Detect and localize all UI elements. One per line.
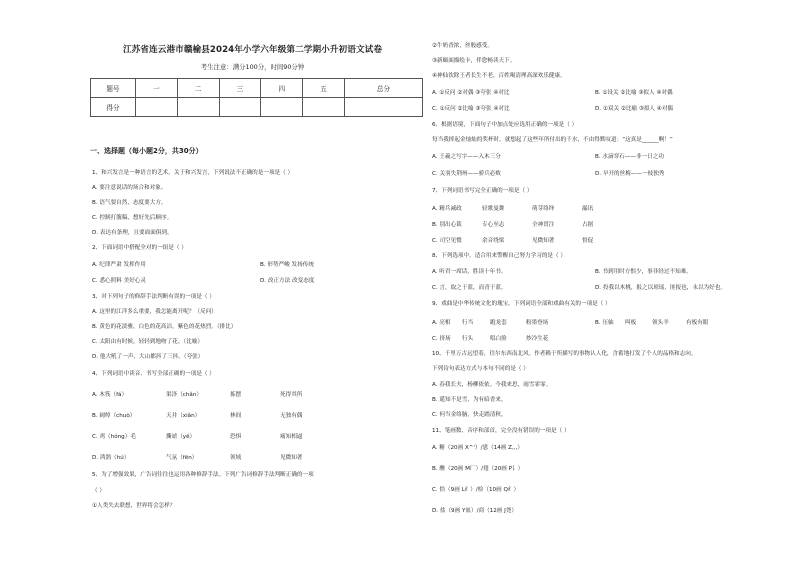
option: C. 关羽失荆州——骄兵必败	[432, 171, 501, 177]
exam-notice: 考生注意：满分100分，时间90分钟	[200, 63, 305, 71]
option: D. 投我以木桃，报之以琼瑶，匪报也，永以为好也。	[595, 285, 726, 291]
option: 炒冷生花	[526, 336, 549, 342]
option: D. 改正方法 改变态度	[260, 278, 315, 284]
option: C. 悉心照料 美好心灵	[92, 278, 146, 284]
option: 粉墨登场	[526, 320, 549, 326]
table-cell: 五	[303, 79, 345, 98]
option: 占据	[582, 222, 594, 228]
option: 轻歌曼舞	[482, 206, 505, 212]
option: 见微知著	[532, 238, 555, 244]
option: 林间	[230, 413, 242, 419]
question-1: 1、和兴发言是一种语言的艺术。关于和兴发言，下列说法不正确的是一项是（ ）	[92, 170, 294, 176]
score-table	[90, 78, 423, 117]
option: 余音绕梁	[482, 238, 505, 244]
option: B. 别出心裁	[432, 222, 462, 228]
option: B. 语气要自然，态度要大方。	[92, 200, 167, 206]
option: 见微知著	[280, 455, 303, 461]
option: A. 木筏（fá）	[92, 392, 128, 398]
option: 专心至志	[482, 222, 505, 228]
option: C. 何当金络脑，快走踏清秋。	[432, 412, 507, 418]
option: A. 听君一席话，胜读十年书。	[432, 269, 507, 275]
option: A. ①反问 ②对偶 ③夸张 ④对比	[432, 90, 510, 96]
option: D. 他大吼了一声，大山都抖了三抖。（夸张）	[92, 354, 204, 360]
question-text: 每当我摔起金灿灿的奖杯时，就想起了这些年所付出的千水，不由得默叹道：“这真是______啊！”	[432, 137, 673, 143]
option: C. 恰（9画 L纟）/检（10画 Q纟）	[432, 487, 520, 493]
question-11: 11、笔画数、音序和部首，完全没有错误的一项是（ ）	[432, 428, 570, 434]
table-cell: 四	[261, 79, 303, 98]
left-column	[80, 0, 425, 562]
option: 跑龙套	[490, 320, 507, 326]
option: 全神贯注	[532, 222, 555, 228]
table-cell[interactable]	[303, 98, 345, 117]
option: B. 黄色的花淡雅，白色的花高洁，紫色的花热烈。（排比）	[92, 324, 237, 330]
option: 天井（xiǎn）	[166, 413, 201, 419]
option: 漏讯	[582, 206, 594, 212]
text-line: ④神仙饮除王者长生不老，百姓喝清理高深欢乐健康。	[432, 73, 566, 79]
option: C. 控制打腹稿，想好先后顺序。	[92, 215, 173, 221]
option: D. ①双关 ②比喻 ③拟人 ④对偶	[595, 106, 674, 112]
table-cell[interactable]	[219, 98, 261, 117]
option: 渠泽（chǎn）	[166, 392, 202, 398]
option: 叫板	[625, 320, 637, 326]
option: B. 形势严峻 发扬传统	[260, 262, 314, 268]
table-row	[91, 79, 423, 98]
option: B. 书到用时方恨少，事非经过不知难。	[595, 269, 692, 275]
question-7: 7、下列词语书写完全正确的一项是（ ）	[432, 188, 533, 194]
option: 有板有眼	[686, 320, 709, 326]
option: A. 王羲之写字——入木三分	[432, 154, 501, 160]
table-cell[interactable]	[177, 98, 219, 117]
question-6: 6、根据语境，下面句子中加点处应选用正确的一项是（ ）	[432, 122, 578, 128]
question-5: 5、为了增强效果，广告词往往也运用各种修辞手法。下列广告词修辞手法判断正确的一项	[92, 472, 314, 478]
question-2: 2、下面词语中搭配全对的一组是（ ）	[92, 245, 187, 251]
option: A. 亮相	[432, 320, 451, 326]
option: A. 春我长夫，杨柳依依。今我来思，雨雪霏霏。	[432, 382, 552, 388]
table-cell[interactable]	[344, 98, 422, 117]
table-cell: 题号	[91, 79, 136, 98]
option: 无独有偶	[280, 413, 303, 419]
option: A. 纪律严肃 发挥作用	[92, 262, 146, 268]
option: B. 阔绰（chuò）	[92, 413, 136, 419]
table-cell: 一	[136, 79, 178, 98]
option: ①人类失去联想，世界将会怎样？	[92, 503, 176, 509]
table-cell: 得分	[91, 98, 136, 117]
option: A. 精兵减政	[432, 206, 462, 212]
option: 死得其所	[280, 392, 303, 398]
question-8: 8、下列选项中，适合用来警醒自己努力学习的是（ ）	[432, 253, 566, 259]
option: B. 水滴穿石——非一日之功	[595, 154, 664, 160]
option: C. 太阳由有时候，轻轻到地吻了花。（比喻）	[92, 339, 203, 345]
option: 唱白脸	[490, 336, 507, 342]
option: C. 鸡（hóng）毛	[92, 434, 136, 440]
option: A. 这里的江洋多么重要，我怎能离开呢？（反问）	[92, 309, 217, 315]
right-column	[430, 0, 770, 562]
option: 行当	[462, 320, 474, 326]
option: B. 醮（20画 M厂）/翅（20画 P讠）	[432, 466, 524, 472]
option: 痛知相逼	[280, 434, 303, 440]
option: B. 遥知不是雪，为有暗香来。	[432, 397, 507, 403]
question-3: 3、对下列句子的修辞手法判断有误的一项是（ ）	[92, 294, 215, 300]
exam-title: 江苏省连云港市赣榆县2024年小学六年级第二学期小升初语文试卷	[122, 45, 383, 55]
option: 撕谑（yě）	[166, 434, 196, 440]
option: C. 言，取之于蓝，而青于蓝。	[432, 285, 507, 291]
answer-blank: （ ）	[92, 488, 105, 494]
option: B. ①设关 ②比喻 ③拟人 ④对偶	[595, 90, 673, 96]
table-cell: 二	[177, 79, 219, 98]
table-row	[91, 98, 423, 117]
option: C. ①反问 ②比喻 ③夸张 ④对比	[432, 106, 510, 112]
option: 督促	[582, 238, 594, 244]
option: 拣摆	[230, 392, 242, 398]
question-text: 下列诗句表达方式与本句不同的是（ ）	[432, 366, 529, 372]
option: 领头羊	[652, 320, 669, 326]
option: D. 早开的丝梅——一枝独秀	[595, 171, 665, 177]
table-cell: 三	[219, 79, 261, 98]
table-cell[interactable]	[261, 98, 303, 117]
question-9: 9、戏曲是中华传统文化的瑰宝。下列词语全部和戏曲有关的一项是（ ）	[432, 301, 611, 307]
option: A. 要注意说话的场合和对象。	[92, 185, 167, 191]
option: C. 挤场	[432, 336, 451, 342]
option: B. 压轴	[595, 320, 614, 326]
option: C. 司空见惯	[432, 238, 462, 244]
option: D. 盐（9画 Y皿）/商（12画 J尧）	[432, 508, 517, 514]
text-line: ②牛奶香浓，丝般感受。	[432, 43, 493, 49]
option: D. 表达有条理，且要面面俱到。	[92, 230, 173, 236]
option: 气氛（fēn）	[166, 455, 198, 461]
section-heading: 一、选择题（每小题2分，共30分）	[90, 147, 203, 155]
option: 恐惧	[230, 434, 242, 440]
option: D. 鸿鹄（hú）	[92, 455, 130, 461]
table-cell[interactable]	[136, 98, 178, 117]
option: 领域	[230, 455, 242, 461]
table-cell: 总分	[344, 79, 422, 98]
option: 萌芽络绎	[532, 206, 555, 212]
question-10: 10、千里万古远望着，往尔东西南北风。作者赖于所描写的事物认人化，含蓄地打发了个人的品格和志向。	[432, 351, 697, 357]
text-line: ③新颐面描绘卡，伴您畅读天下。	[432, 58, 516, 64]
option: A. 糖（20画 X^'）/恩（14画 Z,,,）	[432, 445, 523, 451]
option: 行头	[462, 336, 474, 342]
question-4: 4、下列词语中读音、书写全部正确的一项是（ ）	[92, 371, 215, 377]
